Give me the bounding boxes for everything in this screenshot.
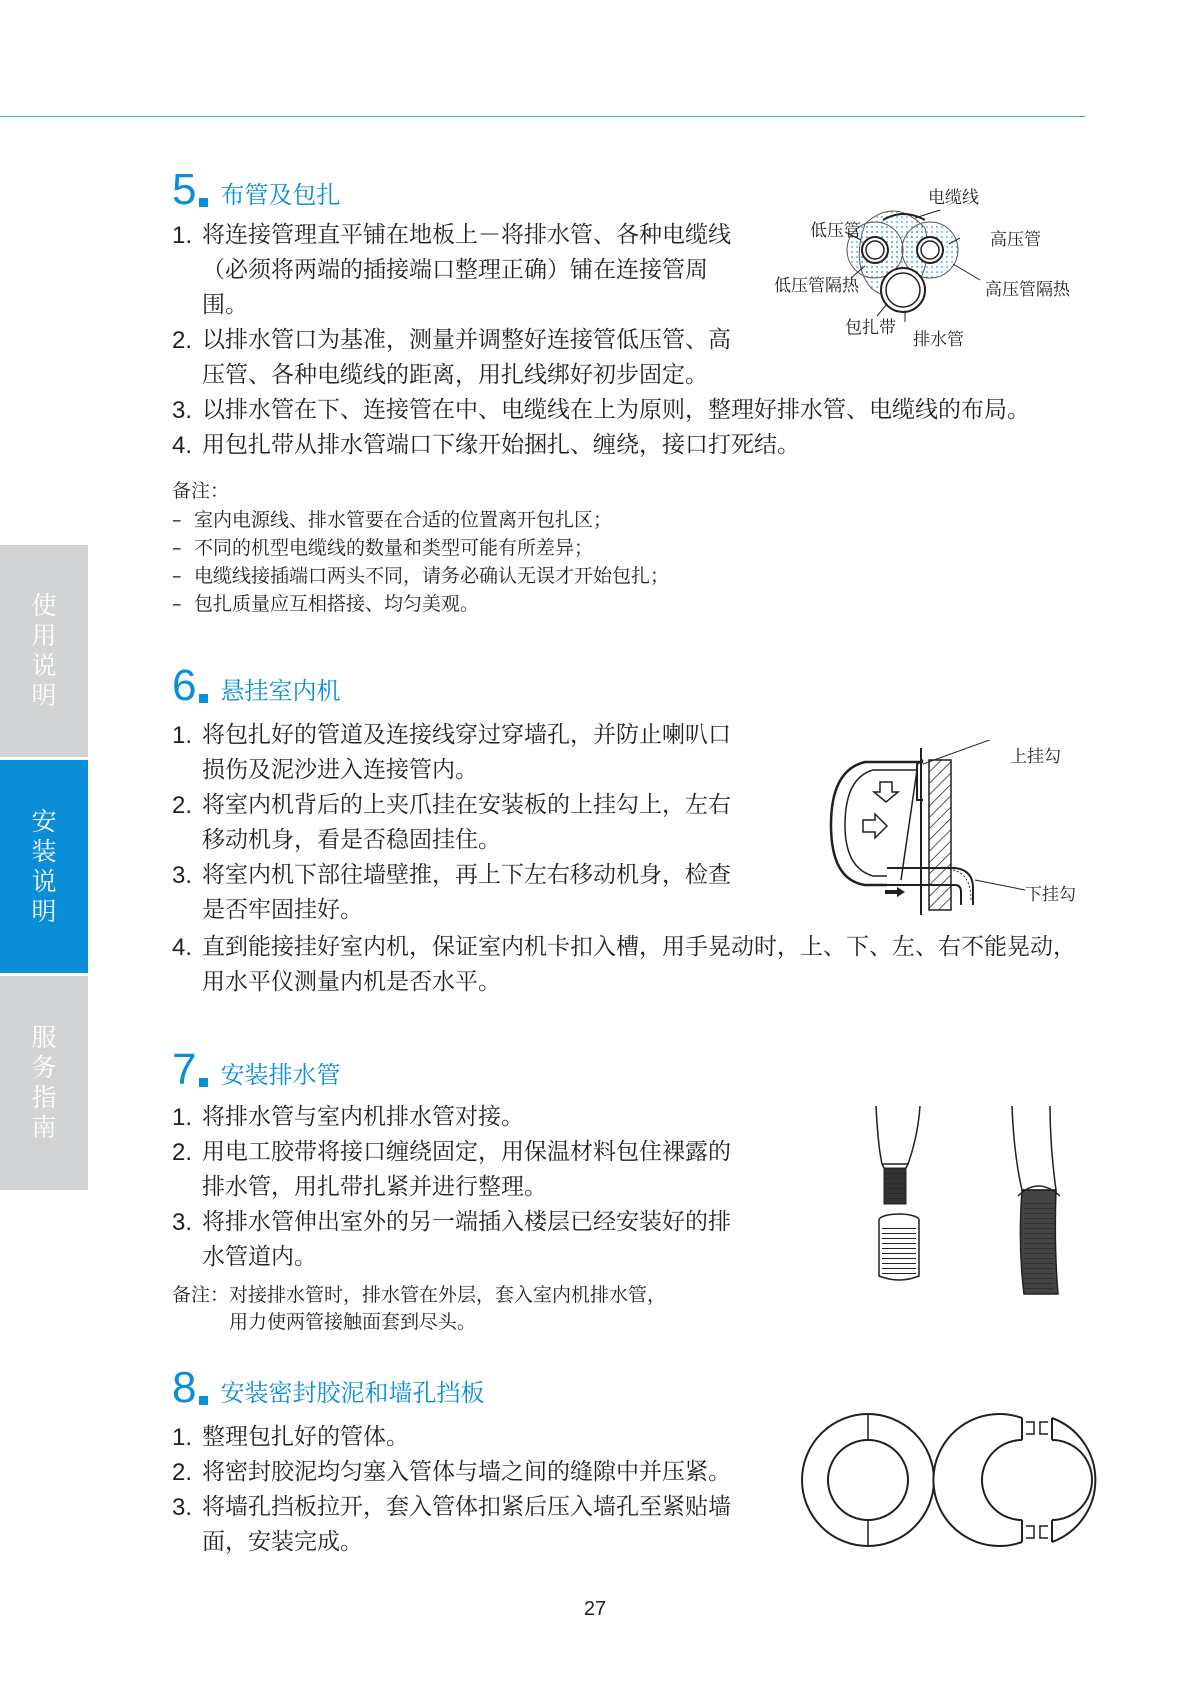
list-item: 1. 将连接管理直平铺在地板上－将排水管、各种电缆线（必须将两端的插接端口整理正确）铺在连接管周围。 [172,222,731,318]
page-number: 27 [583,1598,607,1620]
list-item: 3. 以排水管在下、连接管在中、电缆线在上为原则，整理好排水管、电缆线的布局。 [172,397,1030,424]
tab-char: 用 [31,621,57,650]
tab-installation-instructions[interactable] [0,760,88,973]
section-7-steps [172,1100,750,1275]
tab-char: 安 [31,806,57,836]
section-dot [199,1078,208,1087]
list-item: 2. 用电工胶带将接口缠绕固定，用保温材料包住裸露的排水管，用扎带扎紧并进行整理。 [172,1139,731,1200]
section-title: 安装排水管 [220,1061,341,1089]
note-item: – 不同的机型电缆线的数量和类型可能有所差异； [172,537,594,559]
section-5-heading [172,160,340,212]
section-dot [199,198,208,207]
list-item: 4. 用包扎带从排水管端口下缘开始捆扎、缠绕，接口打死结。 [172,432,800,459]
section-5-steps-a [172,218,747,393]
list-item: 3. 将排水管伸出室外的另一端插入楼层已经安装好的排水管道内。 [172,1209,731,1270]
pipe-bundle-figure [765,180,1095,360]
section-title: 布管及包扎 [220,181,341,209]
section-number: 7 [172,1045,197,1094]
section-dot [199,1396,208,1405]
label-lower-hook: 下挂勾 [1025,885,1076,905]
header-rule [0,116,1085,117]
tab-char: 指 [31,1083,57,1112]
section-number: 5 [172,165,197,214]
tab-char: 服 [31,1023,57,1052]
label-drain: 排水管 [913,330,964,350]
list-item: 1. 将包扎好的管道及连接线穿过穿墙孔，并防止喇叭口损伤及泥沙进入连接管内。 [172,722,731,783]
label-tape: 包扎带 [845,318,896,338]
list-item: 1. 整理包扎好的管体。 [172,1424,409,1451]
wall-plate-figure [800,1404,1100,1558]
tab-char: 说 [31,866,57,896]
list-item: 2. 将室内机背后的上夹爪挂在安装板的上挂勾上，左右移动机身，看是否稳固挂住。 [172,792,731,853]
note-item: – 室内电源线、排水管要在合适的位置离开包扎区； [172,509,613,531]
list-item: 3. 将室内机下部往墙壁推，再上下左右移动机身，检查是否牢固挂好。 [172,862,731,923]
tab-char: 南 [31,1113,57,1142]
section-6-steps-a [172,718,750,928]
note-item: – 包扎质量应互相搭接、均匀美观。 [172,593,480,615]
section-dot [199,694,208,703]
tab-char: 使 [31,591,57,620]
label-high-insulation: 高压管隔热 [985,280,1070,300]
section-number: 6 [172,661,197,710]
section-7-note: 备注： 对接排水管时，排水管在外层，套入室内机排水管， 用力使两管接触面套到尽头。 [172,1284,667,1333]
section-title: 悬挂室内机 [220,677,341,705]
section-5-steps-b [172,393,1092,463]
label-upper-hook: 上挂勾 [1010,747,1061,767]
section-8-steps [172,1420,750,1560]
tab-char: 明 [31,681,57,710]
section-title: 安装密封胶泥和墙孔挡板 [220,1379,485,1407]
section-number: 8 [172,1363,197,1412]
label-low-pipe: 低压管 [810,221,861,241]
tab-char: 务 [31,1053,57,1082]
section-8-heading [172,1358,484,1410]
drain-pipe-figure [860,1106,1085,1301]
list-item: 2. 以排水管口为基准，测量并调整好连接管低压管、高压管、各种电缆线的距离，用扎线绑好初步固定。 [172,327,731,388]
wall-plate-diagram [800,1404,1100,1558]
section-7-heading [172,1040,340,1092]
tab-service-guide[interactable] [0,976,88,1190]
list-item: 3. 将墙孔挡板拉开，套入管体扣紧后压入墙孔至紧贴墙面，安装完成。 [172,1494,731,1555]
label-low-insulation: 低压管隔热 [774,276,859,296]
label-cable: 电缆线 [928,188,979,208]
label-high-pipe: 高压管 [990,230,1041,250]
section-6-heading [172,656,340,708]
tab-char: 说 [31,651,57,680]
drain-pipe-diagram [860,1106,1085,1301]
notes-list [172,506,669,618]
note-item: – 电缆线接插端口两头不同，请务必确认无误才开始包扎； [172,565,670,587]
list-item: 1. 将排水管与室内机排水管对接。 [172,1104,524,1131]
list-item: 4. 直到能接挂好室内机，保证室内机卡扣入槽，用手晃动时，上、下、左、右不能晃动，用水平仪测量内机是否水平。 [172,934,1076,995]
tab-char: 明 [31,896,57,926]
hanging-unit-figure [825,740,1095,920]
list-item: 2. 将密封胶泥均匀塞入管体与墙之间的缝隙中并压紧。 [172,1459,731,1486]
tab-usage-instructions[interactable] [0,545,88,757]
note-label: 备注： [172,480,230,502]
tab-char: 装 [31,836,57,866]
section-6-steps-b [172,930,1092,1000]
